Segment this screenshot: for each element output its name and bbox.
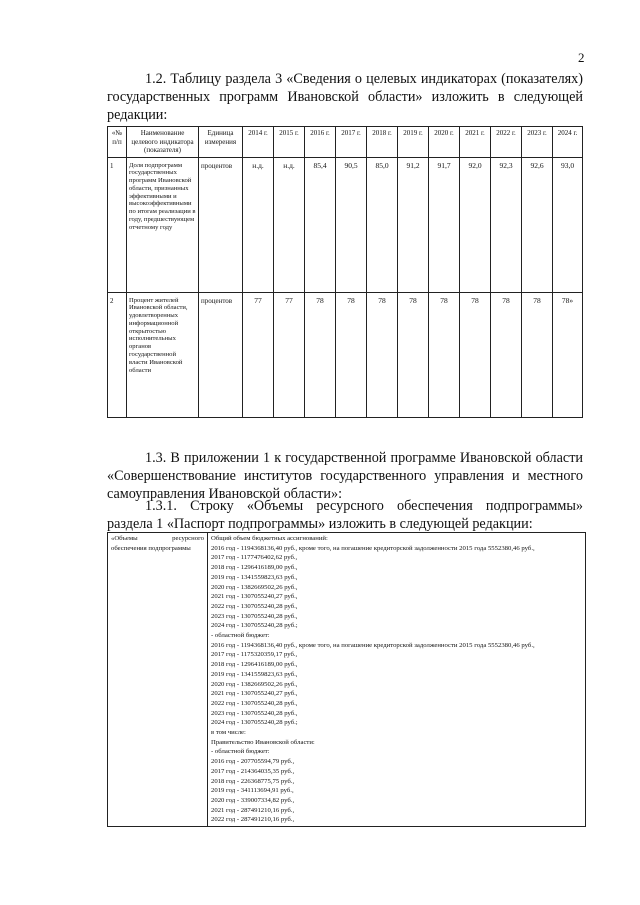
paragraph-1-2: 1.2. Таблицу раздела 3 «Сведения о целевых индикаторах (показателях) государственных программ Ивановской области» изложить в следующей редакции:: [107, 71, 583, 123]
value-cell: 78: [460, 292, 491, 417]
indicators-table: [107, 126, 583, 418]
resource-line: 2016 год - 1194368136,40 руб., кроме того, на погашение кредиторской задолженности 2015 года 5552380,46 руб.,: [211, 641, 535, 649]
header-cell: 2014 г.: [243, 127, 274, 158]
header-cell: Наименование целевого индикатора (показателя): [127, 127, 199, 158]
resource-line: 2022 год - 1307055240,28 руб.,: [211, 602, 298, 610]
header-cell: «№ п/п: [108, 127, 127, 158]
resource-line: Общий объем бюджетных ассигнований:: [211, 535, 328, 542]
resource-table: [107, 532, 586, 827]
value-cell: 78: [367, 292, 398, 417]
resource-line: 2019 год - 341113694,91 руб.,: [211, 787, 294, 795]
table-row: [108, 533, 586, 827]
table-header-row: [108, 127, 583, 158]
resource-line: 2018 год - 1296416189,00 руб.,: [211, 564, 298, 572]
value-cell: 91,7: [429, 157, 460, 292]
value-cell: 77: [243, 292, 274, 417]
resource-line: 2017 год - 214364035,35 руб.,: [211, 767, 295, 775]
indicator-name: Процент жителей Ивановской области, удовлетворенных информационной открытостью исполнительных органов государственной власти Ивановской области: [127, 292, 199, 417]
resource-line: Правительство Ивановской области:: [211, 738, 315, 746]
header-cell: 2016 г.: [305, 127, 336, 158]
resource-line: 2016 год - 207705594,79 руб.,: [211, 758, 295, 766]
value-cell: 90,5: [336, 157, 367, 292]
resource-line: - областной бюджет:: [211, 748, 270, 756]
resource-line: в том числе:: [211, 729, 246, 737]
value-cell: н.д.: [243, 157, 274, 292]
row-number: 2: [108, 292, 127, 417]
table-row: [108, 292, 583, 417]
resource-line: 2016 год - 1194368136,40 руб., кроме того, на погашение кредиторской задолженности 2015 года 5552380,46 руб.,: [211, 544, 535, 552]
paragraph-1-3-1: 1.3.1. Строку «Объемы ресурсного обеспечения подпрограммы» раздела 1 «Паспорт подпрограммы» изложить в следующей редакции:: [107, 498, 583, 532]
unit-cell: процентов: [199, 157, 243, 292]
value-cell: 78: [398, 292, 429, 417]
resource-line: 2021 год - 1307055240,27 руб.,: [211, 593, 298, 601]
header-cell: Единица измерения: [199, 127, 243, 158]
resource-line: 2018 год - 226368775,75 руб.,: [211, 777, 295, 785]
resource-line: 2024 год - 1307055240,28 руб.;: [211, 719, 298, 727]
value-cell: 85,4: [305, 157, 336, 292]
resource-line: 2024 год - 1307055240,28 руб.;: [211, 622, 298, 630]
row-number: 1: [108, 157, 127, 292]
value-cell: 92,0: [460, 157, 491, 292]
paragraph-1-3: 1.3. В приложении 1 к государственной программе Ивановской области «Совершенствование институтов государственного управления и местного самоуправления Ивановской области»:: [107, 450, 583, 502]
resource-line: 2017 год - 1177476402,62 руб.,: [211, 554, 298, 562]
resource-line: 2018 год - 1296416189,00 руб.,: [211, 661, 298, 669]
value-cell: 77: [274, 292, 305, 417]
resource-line: 2021 год - 1307055240,27 руб.,: [211, 690, 298, 698]
resource-line: 2023 год - 1307055240,28 руб.,: [211, 709, 298, 717]
value-cell: 85,0: [367, 157, 398, 292]
table-row: [108, 157, 583, 292]
value-cell: 78: [336, 292, 367, 417]
header-cell: 2024 г.: [553, 127, 583, 158]
resource-content: [208, 533, 586, 827]
header-cell: 2020 г.: [429, 127, 460, 158]
header-cell: 2022 г.: [491, 127, 522, 158]
header-cell: 2017 г.: [336, 127, 367, 158]
resource-line: 2022 год - 287491210,16 руб.,: [211, 816, 295, 824]
value-cell: 91,2: [398, 157, 429, 292]
header-cell: 2019 г.: [398, 127, 429, 158]
resource-line: 2021 год - 287491210,16 руб.,: [211, 806, 295, 814]
resource-line: 2017 год - 1175320359,17 руб.,: [211, 651, 298, 659]
resource-line: - областной бюджет:: [211, 632, 270, 640]
value-cell: 78: [305, 292, 336, 417]
header-cell: 2018 г.: [367, 127, 398, 158]
header-cell: 2023 г.: [522, 127, 553, 158]
resource-line: 2020 год - 1382669502,26 руб.,: [211, 583, 298, 591]
value-cell: 92,6: [522, 157, 553, 292]
resource-label: «Объемы ресурсного обеспечения подпрограммы: [108, 533, 208, 827]
header-cell: 2015 г.: [274, 127, 305, 158]
unit-cell: процентов: [199, 292, 243, 417]
value-cell: 92,3: [491, 157, 522, 292]
resource-line: 2022 год - 1307055240,28 руб.,: [211, 699, 298, 707]
indicator-name: Доля подпрограмм государственных программ Ивановской области, признанных эффективными и высокоэффективными по итогам реализации в году, предшествующем отчетному году: [127, 157, 199, 292]
value-cell: 93,0: [553, 157, 583, 292]
resource-line: 2019 год - 1341559823,63 руб.,: [211, 670, 298, 678]
resource-line: 2023 год - 1307055240,28 руб.,: [211, 612, 298, 620]
page-number: 2: [578, 50, 585, 65]
resource-line: 2020 год - 339007334,82 руб.,: [211, 796, 295, 804]
value-cell: 78: [491, 292, 522, 417]
resource-line: 2020 год - 1382669502,26 руб.,: [211, 680, 298, 688]
resource-line: 2019 год - 1341559823,63 руб.,: [211, 573, 298, 581]
value-cell: 78: [429, 292, 460, 417]
value-cell: н.д.: [274, 157, 305, 292]
header-cell: 2021 г.: [460, 127, 491, 158]
value-cell: 78: [522, 292, 553, 417]
value-cell: 78»: [553, 292, 583, 417]
